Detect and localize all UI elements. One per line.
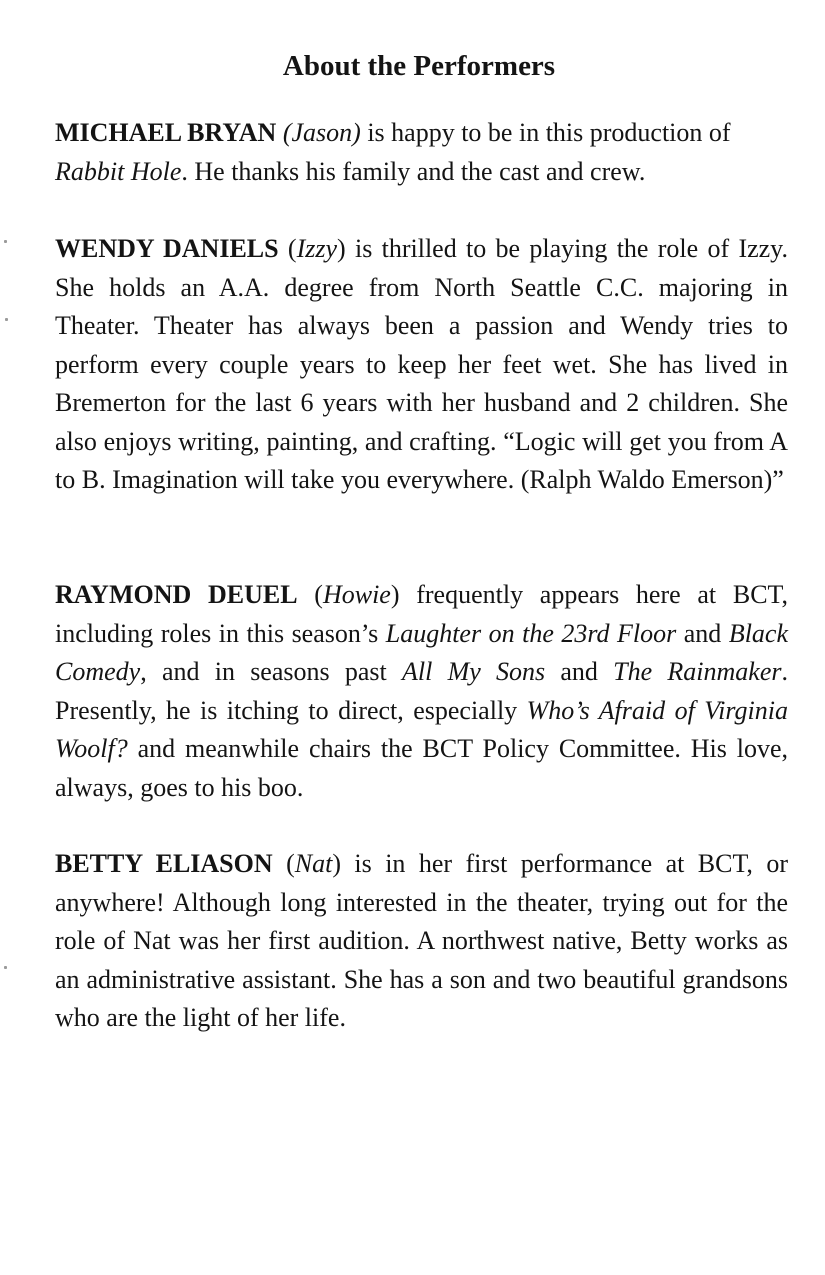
- performer-name: BETTY ELIASON: [55, 849, 273, 878]
- performer-bio-raymond-deuel: [55, 576, 788, 807]
- play-title: The Rainmaker: [613, 657, 782, 686]
- performer-role: Howie: [322, 580, 391, 609]
- play-title: All My Sons: [402, 657, 546, 686]
- role-paren-open: (: [297, 580, 323, 609]
- bio-text: and meanwhile chairs the BCT Policy Committee. His love, always, goes to his boo.: [55, 734, 788, 802]
- bio-text: and: [545, 657, 614, 686]
- play-title: Black Comedy: [55, 618, 788, 686]
- role-paren-close: ): [332, 849, 341, 878]
- bio-text: is thrilled to be playing the role of Izzy. She holds an A.A. degree from North Seattle C.C. majoring in Theater. Theater has always been a passion and Wendy tries to perform every couple years to keep her feet wet. She has lived in Bremerton for the last 6 years with her husband and 2 children. She also enjoys writing, painting, and crafting. “Logic will get you from A to B. Imagination will take you everywhere. (Ralph Waldo Emerson)”: [55, 234, 788, 494]
- performer-role: Izzy: [296, 234, 338, 263]
- role-paren-close: ): [390, 580, 400, 609]
- performer-name: WENDY DANIELS: [55, 234, 279, 263]
- bio-text: and: [676, 618, 729, 648]
- performer-role: Nat: [294, 849, 333, 878]
- bio-text: . He thanks his family and the cast and crew.: [181, 156, 646, 186]
- play-title: Laughter on the 23rd Floor: [385, 618, 677, 648]
- bio-text: . Presently, he is itching to direct, especially: [55, 657, 788, 725]
- performer-bio-michael-bryan: [55, 114, 788, 191]
- play-title: Rabbit Hole: [55, 156, 182, 186]
- performer-bio-betty-eliason: [55, 845, 788, 1038]
- scan-speck: [5, 318, 8, 321]
- performer-role: (Jason): [282, 118, 361, 147]
- performer-name: RAYMOND DEUEL: [55, 580, 298, 609]
- bio-text: is happy to be in this production of: [360, 118, 731, 147]
- role-paren-open: (: [272, 849, 295, 878]
- bio-text: is in her first performance at BCT, or anywhere! Although long interested in the theater, trying out for the role of Nat was her first audition. A northwest native, Betty works as an administrative assistant. She has a son and two beautiful grandsons who are the light of her life.: [55, 849, 788, 1032]
- bio-text: frequently appears here at BCT, including roles in this season’s: [55, 580, 788, 648]
- performer-name: MICHAEL BRYAN: [55, 118, 277, 147]
- play-title: Who’s Afraid of Virginia Woolf?: [55, 695, 789, 763]
- bio-text: , and in seasons past: [140, 657, 402, 686]
- role-paren-close: ): [337, 234, 346, 263]
- role-paren-open: (: [278, 234, 297, 263]
- scan-speck: [4, 966, 7, 969]
- performer-bio-wendy-daniels: [55, 230, 788, 500]
- page-title: About the Performers: [282, 50, 556, 82]
- scan-speck: [4, 240, 7, 243]
